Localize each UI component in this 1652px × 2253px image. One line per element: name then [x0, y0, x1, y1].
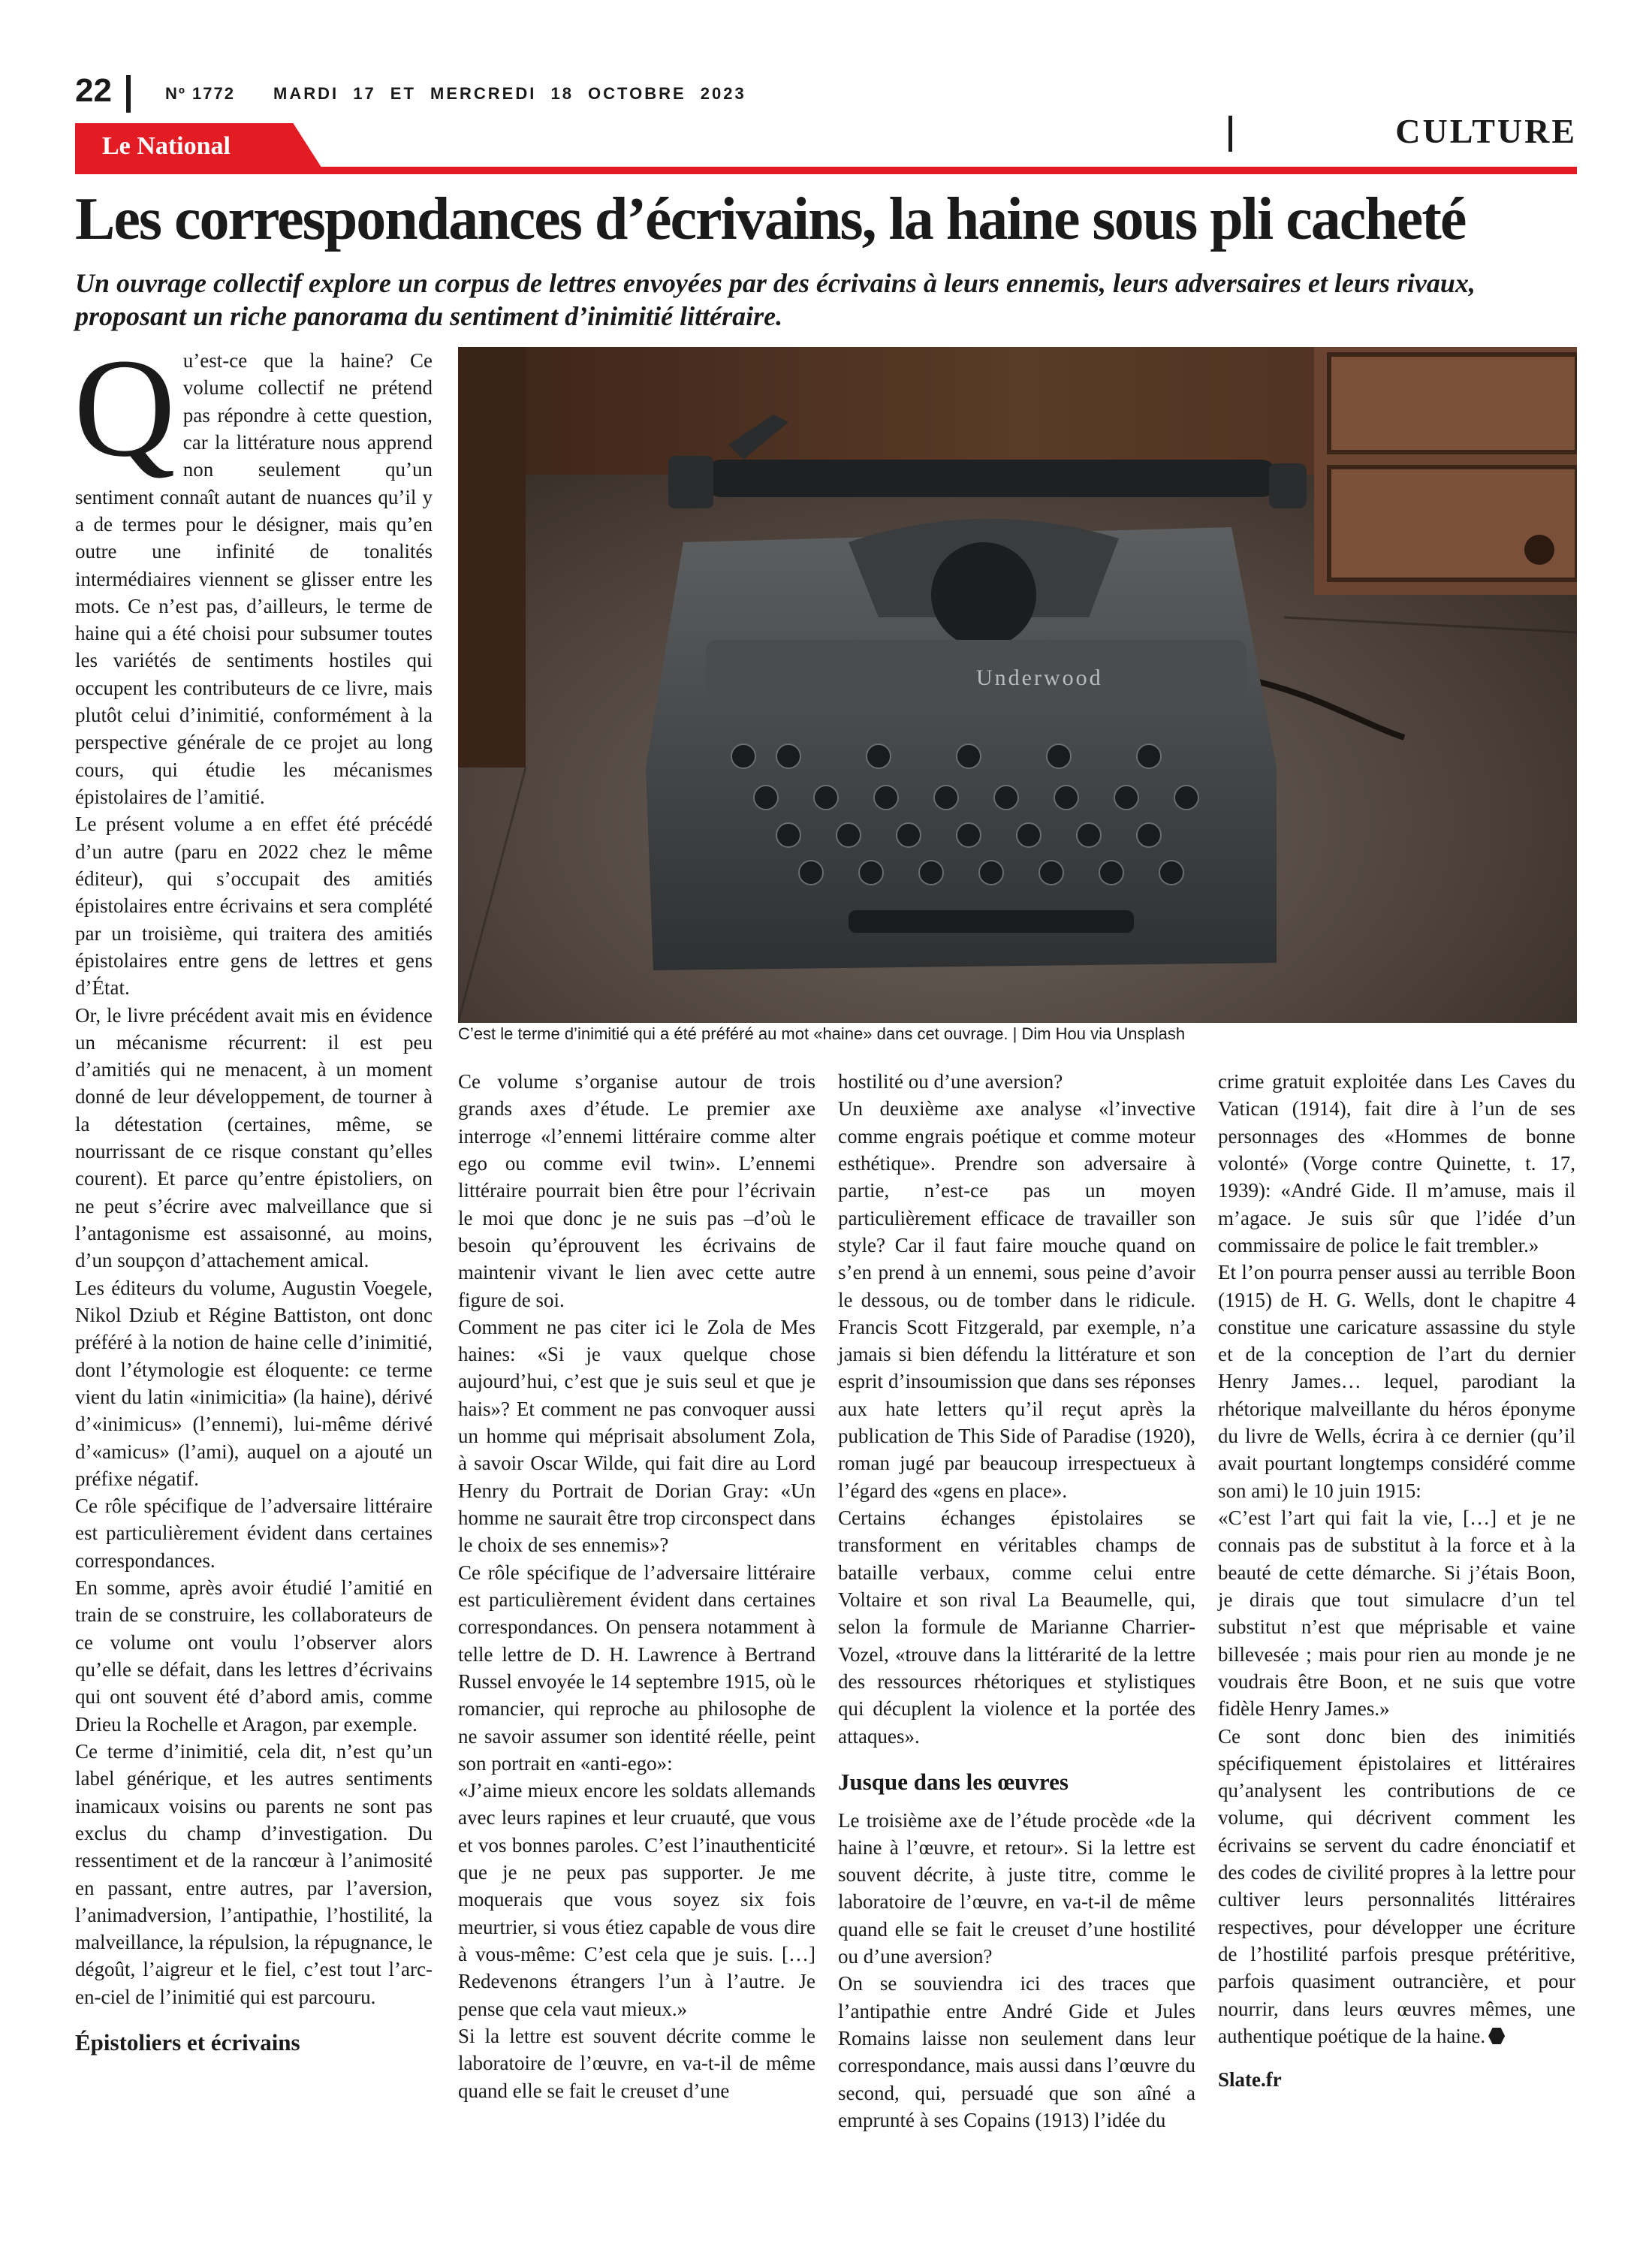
paragraph: «J’aime mieux encore les soldats allemands avec leurs rapines et leur cruauté, que vous et vos bonnes paroles. C’est l’inauthenticité que je ne peux pas supporter. Je me moquerais que vous soyez six fois meurtrier, si vous étiez capable de vous dire à vous-même: C’est cela que je suis. […] Redevenons étrangers l’un à l’autre. Je pense que cela vaut mieux.»	[458, 1779, 815, 2020]
article-source: Slate.fr	[1218, 2068, 1282, 2092]
typewriter-brand: Underwood	[976, 665, 1103, 690]
issue-number: Nº 1772	[165, 84, 235, 103]
paragraph: Comment ne pas citer ici le Zola de Mes haines: «Si je vaux quelque chose aujourd’hui, c’est que je suis seul et que je hais»? Et comment ne pas convoquer aussi un homme qui méprisait absolument Zola, à savoir Oscar Wilde, qui fait dire au Lord Henry du Portrait de Dorian Gray: «Un homme ne saurait être trop circonspect dans le choix de ses ennemis»?	[458, 1315, 815, 1557]
page-number: 22	[75, 72, 112, 109]
photo-caption: C’est le terme d’inimitié qui a été préféré au mot «haine» dans cet ouvrage. | Dim Hou via Unsplash	[458, 1024, 1186, 1043]
paragraph: Ce terme d’inimitié, cela dit, n’est qu’un label générique, et les autres sentiments inamicaux voisins ou parents ne sont pas exclus du champ d’investigation. Du ressentiment et de la rancœur à l’animosité en passant, entre autres, par l’aversion, l’animadversion, l’antipathie, l’hostilité, la malveillance, la répulsion, la répugnance, le dégoût, l’aigreur et le fiel, c’est tout l’arc-en-ciel de l’inimitié qui est parcouru.	[75, 1739, 433, 2008]
paragraph: «C’est l’art qui fait la vie, […] et je ne connais pas de substitut à la force et à la beauté de cette démarche. Si j’étais Boon, je dirais que tout simulacre d’un tel substitut n’est que méprisable et vaine billevesée ; mais pour rien au monde je ne voudrais être Boon, et ne suis que votre fidèle Henry James.»	[1218, 1507, 1575, 1721]
paragraph	[74, 329, 433, 810]
paragraph: hostilité ou d’une aversion?	[838, 1070, 1063, 1093]
paragraph: Le troisième axe de l’étude procède «de la haine à l’œuvre, et retour». Si la lettre est souvent décrite, à juste titre, comme le laboratoire de l’œuvre, en va-t-il de même quand elle se fait le creuset d’une hostilité ou d’une aversion?	[838, 1808, 1195, 1968]
column-2	[458, 1068, 815, 2104]
paragraph-text: u’est-ce que la haine? Ce volume collectif ne prétend pas répondre à cette question, car la littérature nous apprend non seulement qu’un sentiment connaît autant de nuances qu’il y a de termes pour le désigner, mais qu’en outre une infinité de tonalités intermédiaires viennent se glisser entre les mots. Ce n’est pas, d’ailleurs, le terme de haine qui a été choisi pour subsumer toutes les variétés de sentiments hostiles qui occupent les contributeurs de ce livre, mais plutôt celui d’inimitié, conformément à la perspective générale de ce projet au long cours, qui étudie les mécanismes épistolaires de l’amitié.	[75, 349, 433, 808]
paragraph-text: Ce sont donc bien des inimitiés spécifiquement épistolaires et littéraires qu’analysent les contributions de ce volume, qui décrivent comment les écrivains se servent du cadre énonciatif et des codes de civilité propres à la lettre pour cultiver leurs personnalités littéraires respectives, pour développer une écriture de l’hostilité parfois presque prétéritive, parfois quasiment outrancière, et pour nourrir, dans leurs œuvres mêmes, une authentique poétique de la haine.	[1218, 1724, 1575, 2047]
column-3	[838, 1068, 1195, 2134]
issue-date: MARDI 17 ET MERCREDI 18 OCTOBRE 2023	[273, 84, 746, 103]
paragraph: Les éditeurs du volume, Augustin Voegele, Nikol Dziub et Régine Battiston, ont donc préféré à la notion de haine celle d’inimitié, dont l’étymologie est éloquente: ce terme vient du latin «inimicitia» (la haine), dérivé d’«inimicus» (l’ennemi), lui-même dérivé d’«amicus» (l’ami), auquel on a ajouté un préfixe négatif.	[75, 1276, 433, 1490]
paragraph: Si la lettre est souvent décrite comme le laboratoire de l’œuvre, en va-t-il de même quand elle se fait le creuset d’une	[458, 2024, 815, 2102]
article-headline: Les correspondances d’écrivains, la haine sous pli cacheté	[75, 186, 1466, 252]
paragraph: crime gratuit exploitée dans Les Caves du Vatican (1914), fait dire à l’un de ses personnages des «Hommes de bonne volonté» (Vorge contre Quinette, t. 17, 1939): «André Gide. Il m’amuse, mais il m’agace. Je suis sûr que l’idée d’un commissaire de police le fait trembler.»	[1218, 1070, 1575, 1256]
paragraph: Ce volume s’organise autour de trois grands axes d’étude. Le premier axe interroge «l’ennemi littéraire comme alter ego ou comme evil twin». L’ennemi littéraire pourrait bien être pour l’écrivain le moi que donc je ne suis pas –d’où le besoin qu’éprouvent les écrivains de maintenir vivant le lien avec cette autre figure de soi.	[458, 1070, 815, 1311]
paragraph: Ce rôle spécifique de l’adversaire littéraire est particulièrement évident dans certaines correspondances.	[75, 1494, 433, 1572]
subheading: Épistoliers et écrivains	[75, 2029, 300, 2056]
paragraph: Et l’on pourra penser aussi au terrible Boon (1915) de H. G. Wells, dont le chapitre 4 constitue une caricature assassine du style et de la conception de l’art du dernier Henry James… lequel, parodiant la rhétorique malveillante du héros éponyme du livre de Wells, écrira à ce dernier (qu’il avait pourtant longtemps considéré comme son ami) le 10 juin 1915:	[1218, 1261, 1575, 1502]
section-title: CULTURE	[1395, 112, 1577, 150]
paragraph: Ce rôle spécifique de l’adversaire littéraire est particulièrement évident dans certaines correspondances. On pensera notamment à telle lettre de D. H. Lawrence à Bertrand Russel envoyée le 14 septembre 1915, où le romancier, qui reproche au philosophe de ne savoir assumer son identité réelle, peint son portrait en «anti-ego»:	[458, 1561, 815, 1775]
paragraph: Or, le livre précédent avait mis en évidence un mécanisme récurrent: il est peu d’amitiés qui ne menacent, à un moment donné de leur développement, de tourner à la détestation (certaines, même, se nourrissant de ce risque constant qu’elles courent). Et parce qu’entre épistoliers, on ne peut s’écrire avec malveillance que si l’antagonisme est assaisonné, au moins, d’un soupçon d’attachement amical.	[75, 1003, 433, 1272]
header-divider	[126, 75, 131, 113]
article-deck: Un ouvrage collectif explore un corpus de lettres envoyées par des écrivains à leurs ennemis, leurs adversaires et leurs rivaux, proposant un riche panorama du sentiment d’inimitié littéraire.	[75, 268, 1476, 331]
paragraph: En somme, après avoir étudié l’amitié en train de se construire, les collaborateurs de ce volume ont voulu l’observer alors qu’elle se défait, dans les lettres d’écrivains qui ont souvent été d’abord amis, comme Drieu la Rochelle et Aragon, par exemple.	[75, 1576, 433, 1736]
paragraph	[1218, 1723, 1575, 2050]
article-photo	[458, 347, 1577, 1023]
paragraph: Certains échanges épistolaires se transforment en véritables champs de bataille verbaux, comme celui entre Voltaire et son rival La Beaumelle, qui, selon la formule de Marianne Charrier-Vozel, «trouve dans la littérarité de la lettre des ressources rhétoriques et stylistiques qui décuplent la violence et la portée des attaques».	[838, 1507, 1195, 1748]
header-rule	[75, 167, 1577, 174]
section-divider	[1228, 116, 1232, 152]
column-1	[74, 329, 433, 2068]
end-mark-icon	[1488, 2028, 1505, 2044]
brand-logo: Le National	[102, 132, 231, 160]
drop-cap: Q	[74, 329, 176, 486]
subheading: Jusque dans les œuvres	[838, 1768, 1069, 1795]
paragraph: On se souviendra ici des traces que l’antipathie entre André Gide et Jules Romains laisse non seulement dans leur correspondance, mais aussi dans l’œuvre du second, qui, persuadé que son aîné a emprunté à ses Copains (1913) l’idée du	[838, 1972, 1195, 2131]
paragraph: Le présent volume a en effet été précédé d’un autre (paru en 2022 chez le même éditeur), qui s’occupait des amitiés épistolaires entre écrivains et sera complété par un troisième, qui traitera des amitiés épistolaires entre gens de lettres et gens d’État.	[75, 813, 433, 1000]
paragraph: Un deuxième axe analyse «l’invective comme engrais poétique et comme moteur esthétique». Prendre son adversaire à partie, n’est-ce pas un moyen particulièrement efficace de travailler son style? Car il faut faire mouche quand on s’en prend à un ennemi, sous peine d’avoir le dessous, ou de tomber dans le ridicule. Francis Scott Fitzgerald, par exemple, n’a jamais si bien défendu la littérature et son esprit d’insoumission que dans ses réponses aux hate letters qu’il reçut après la publication de This Side of Paradise (1920), roman jugé par beaucoup irrespectueux à l’égard des «gens en place».	[838, 1097, 1195, 1502]
column-4	[1218, 1068, 1575, 2094]
